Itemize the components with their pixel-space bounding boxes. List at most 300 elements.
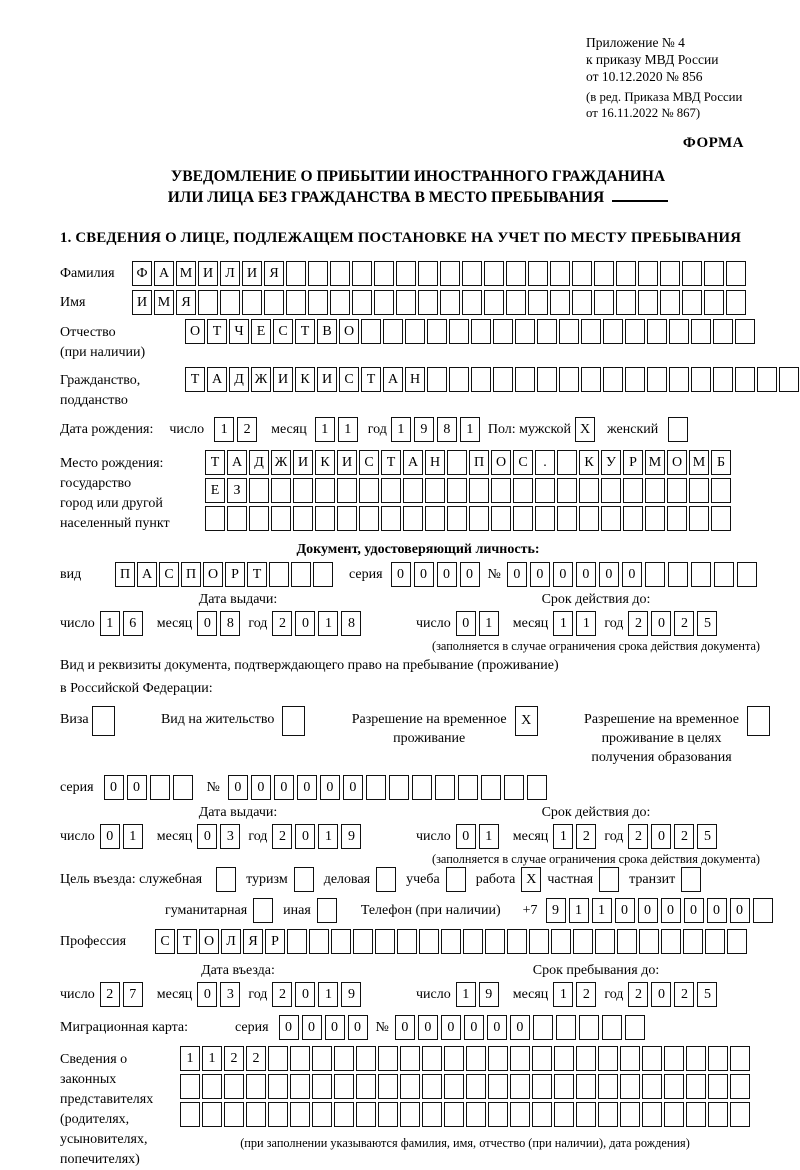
char-cell[interactable] xyxy=(271,506,291,531)
char-cell[interactable] xyxy=(334,1102,354,1127)
char-cell[interactable] xyxy=(779,367,799,392)
char-cell[interactable] xyxy=(400,1046,420,1071)
char-cell[interactable] xyxy=(689,478,709,503)
char-cell[interactable]: 0 xyxy=(576,562,596,587)
char-cell[interactable]: 0 xyxy=(441,1015,461,1040)
char-cell[interactable]: Л xyxy=(221,929,241,954)
char-cell[interactable]: 3 xyxy=(220,982,240,1007)
char-cell[interactable] xyxy=(374,261,394,286)
char-cell[interactable] xyxy=(224,1074,244,1099)
char-cell[interactable] xyxy=(352,261,372,286)
char-cell[interactable]: Е xyxy=(251,319,271,344)
char-cell[interactable] xyxy=(664,1074,684,1099)
char-cell[interactable]: 0 xyxy=(437,562,457,587)
char-cell[interactable] xyxy=(730,1046,750,1071)
char-cell[interactable]: 1 xyxy=(460,417,480,442)
char-cell[interactable] xyxy=(290,1046,310,1071)
char-cell[interactable]: И xyxy=(242,261,262,286)
char-cell[interactable] xyxy=(550,261,570,286)
purpose-tourism-checkbox[interactable] xyxy=(294,867,314,892)
char-cell[interactable]: 2 xyxy=(628,611,648,636)
residence-permit-checkbox[interactable] xyxy=(282,706,305,736)
char-cell[interactable] xyxy=(463,929,483,954)
char-cell[interactable] xyxy=(419,929,439,954)
char-cell[interactable] xyxy=(625,367,645,392)
purpose-other-checkbox[interactable] xyxy=(317,898,337,923)
char-cell[interactable] xyxy=(689,506,709,531)
char-cell[interactable] xyxy=(425,478,445,503)
char-cell[interactable] xyxy=(576,1074,596,1099)
char-cell[interactable] xyxy=(532,1102,552,1127)
char-cell[interactable] xyxy=(356,1046,376,1071)
char-cell[interactable] xyxy=(528,290,548,315)
char-cell[interactable]: 0 xyxy=(228,775,248,800)
char-cell[interactable] xyxy=(623,506,643,531)
char-cell[interactable] xyxy=(515,319,535,344)
char-cell[interactable] xyxy=(374,290,394,315)
char-cell[interactable] xyxy=(557,450,577,475)
char-cell[interactable]: У xyxy=(601,450,621,475)
char-cell[interactable] xyxy=(290,1074,310,1099)
char-cell[interactable]: 0 xyxy=(553,562,573,587)
char-cell[interactable] xyxy=(313,562,333,587)
char-cell[interactable]: 2 xyxy=(576,982,596,1007)
char-cell[interactable]: 1 xyxy=(315,417,335,442)
char-cell[interactable]: 8 xyxy=(437,417,457,442)
char-cell[interactable]: 1 xyxy=(202,1046,222,1071)
char-cell[interactable] xyxy=(559,367,579,392)
char-cell[interactable] xyxy=(504,775,524,800)
char-cell[interactable]: . xyxy=(535,450,555,475)
char-cell[interactable] xyxy=(645,478,665,503)
char-cell[interactable] xyxy=(691,319,711,344)
char-cell[interactable] xyxy=(308,290,328,315)
char-cell[interactable] xyxy=(337,506,357,531)
char-cell[interactable]: 1 xyxy=(123,824,143,849)
char-cell[interactable] xyxy=(660,290,680,315)
char-cell[interactable] xyxy=(312,1046,332,1071)
char-cell[interactable]: И xyxy=(273,367,293,392)
char-cell[interactable]: 2 xyxy=(246,1046,266,1071)
char-cell[interactable] xyxy=(441,929,461,954)
char-cell[interactable] xyxy=(173,775,193,800)
char-cell[interactable] xyxy=(449,319,469,344)
char-cell[interactable]: 0 xyxy=(460,562,480,587)
char-cell[interactable]: 5 xyxy=(697,824,717,849)
char-cell[interactable] xyxy=(440,290,460,315)
char-cell[interactable] xyxy=(180,1074,200,1099)
char-cell[interactable]: 0 xyxy=(638,898,658,923)
char-cell[interactable]: Т xyxy=(205,450,225,475)
char-cell[interactable]: М xyxy=(645,450,665,475)
char-cell[interactable] xyxy=(286,261,306,286)
char-cell[interactable] xyxy=(714,562,734,587)
char-cell[interactable]: 1 xyxy=(318,611,338,636)
char-cell[interactable] xyxy=(513,506,533,531)
char-cell[interactable] xyxy=(485,929,505,954)
char-cell[interactable]: Д xyxy=(249,450,269,475)
char-cell[interactable]: 1 xyxy=(479,824,499,849)
char-cell[interactable]: М xyxy=(689,450,709,475)
char-cell[interactable] xyxy=(488,1102,508,1127)
char-cell[interactable] xyxy=(532,1074,552,1099)
char-cell[interactable]: П xyxy=(181,562,201,587)
purpose-study-checkbox[interactable] xyxy=(446,867,466,892)
char-cell[interactable] xyxy=(711,506,731,531)
char-cell[interactable]: 1 xyxy=(318,982,338,1007)
char-cell[interactable] xyxy=(579,1015,599,1040)
char-cell[interactable]: 9 xyxy=(341,824,361,849)
char-cell[interactable]: 2 xyxy=(272,824,292,849)
char-cell[interactable] xyxy=(366,775,386,800)
char-cell[interactable] xyxy=(735,319,755,344)
char-cell[interactable]: 0 xyxy=(295,982,315,1007)
char-cell[interactable] xyxy=(396,261,416,286)
char-cell[interactable]: Я xyxy=(243,929,263,954)
char-cell[interactable]: И xyxy=(198,261,218,286)
char-cell[interactable] xyxy=(271,478,291,503)
char-cell[interactable] xyxy=(353,929,373,954)
char-cell[interactable] xyxy=(378,1102,398,1127)
char-cell[interactable] xyxy=(469,506,489,531)
char-cell[interactable]: О xyxy=(491,450,511,475)
char-cell[interactable] xyxy=(757,367,777,392)
char-cell[interactable]: 2 xyxy=(674,982,694,1007)
char-cell[interactable] xyxy=(471,319,491,344)
char-cell[interactable] xyxy=(488,1074,508,1099)
char-cell[interactable]: 0 xyxy=(707,898,727,923)
char-cell[interactable] xyxy=(312,1102,332,1127)
char-cell[interactable] xyxy=(667,478,687,503)
char-cell[interactable] xyxy=(708,1074,728,1099)
char-cell[interactable]: 9 xyxy=(546,898,566,923)
char-cell[interactable]: 0 xyxy=(530,562,550,587)
char-cell[interactable]: П xyxy=(115,562,135,587)
char-cell[interactable] xyxy=(527,775,547,800)
char-cell[interactable] xyxy=(286,290,306,315)
char-cell[interactable]: И xyxy=(317,367,337,392)
char-cell[interactable] xyxy=(418,261,438,286)
char-cell[interactable]: 0 xyxy=(391,562,411,587)
char-cell[interactable] xyxy=(412,775,432,800)
char-cell[interactable]: С xyxy=(273,319,293,344)
char-cell[interactable] xyxy=(224,1102,244,1127)
char-cell[interactable]: Л xyxy=(220,261,240,286)
char-cell[interactable] xyxy=(642,1074,662,1099)
char-cell[interactable]: 2 xyxy=(628,824,648,849)
char-cell[interactable] xyxy=(418,290,438,315)
char-cell[interactable] xyxy=(686,1074,706,1099)
char-cell[interactable] xyxy=(661,929,681,954)
char-cell[interactable] xyxy=(726,261,746,286)
char-cell[interactable]: Б xyxy=(711,450,731,475)
char-cell[interactable]: М xyxy=(154,290,174,315)
char-cell[interactable] xyxy=(506,290,526,315)
char-cell[interactable] xyxy=(287,929,307,954)
char-cell[interactable] xyxy=(427,319,447,344)
char-cell[interactable]: А xyxy=(137,562,157,587)
char-cell[interactable] xyxy=(427,367,447,392)
char-cell[interactable]: 0 xyxy=(414,562,434,587)
char-cell[interactable] xyxy=(293,506,313,531)
purpose-commercial-checkbox[interactable] xyxy=(376,867,396,892)
char-cell[interactable] xyxy=(422,1046,442,1071)
char-cell[interactable] xyxy=(396,290,416,315)
char-cell[interactable]: 1 xyxy=(553,611,573,636)
char-cell[interactable]: 2 xyxy=(628,982,648,1007)
char-cell[interactable]: 1 xyxy=(592,898,612,923)
char-cell[interactable]: 7 xyxy=(123,982,143,1007)
char-cell[interactable]: З xyxy=(227,478,247,503)
char-cell[interactable]: 0 xyxy=(622,562,642,587)
char-cell[interactable] xyxy=(598,1074,618,1099)
char-cell[interactable]: 0 xyxy=(295,611,315,636)
char-cell[interactable]: 0 xyxy=(395,1015,415,1040)
char-cell[interactable]: 2 xyxy=(224,1046,244,1071)
char-cell[interactable] xyxy=(537,367,557,392)
char-cell[interactable]: Т xyxy=(207,319,227,344)
edu-residence-permit-checkbox[interactable] xyxy=(747,706,770,736)
char-cell[interactable] xyxy=(704,290,724,315)
char-cell[interactable]: Т xyxy=(361,367,381,392)
char-cell[interactable]: 0 xyxy=(456,824,476,849)
char-cell[interactable] xyxy=(573,929,593,954)
char-cell[interactable] xyxy=(462,290,482,315)
char-cell[interactable]: Р xyxy=(623,450,643,475)
char-cell[interactable] xyxy=(708,1046,728,1071)
char-cell[interactable]: 0 xyxy=(100,824,120,849)
char-cell[interactable] xyxy=(466,1074,486,1099)
char-cell[interactable] xyxy=(603,319,623,344)
char-cell[interactable]: 2 xyxy=(576,824,596,849)
char-cell[interactable] xyxy=(507,929,527,954)
char-cell[interactable]: 0 xyxy=(274,775,294,800)
char-cell[interactable] xyxy=(378,1046,398,1071)
char-cell[interactable] xyxy=(559,319,579,344)
char-cell[interactable] xyxy=(381,506,401,531)
char-cell[interactable]: И xyxy=(293,450,313,475)
char-cell[interactable] xyxy=(532,1046,552,1071)
purpose-private-checkbox[interactable] xyxy=(599,867,619,892)
char-cell[interactable] xyxy=(375,929,395,954)
char-cell[interactable] xyxy=(389,775,409,800)
char-cell[interactable]: О xyxy=(667,450,687,475)
char-cell[interactable] xyxy=(493,319,513,344)
char-cell[interactable]: Т xyxy=(295,319,315,344)
char-cell[interactable] xyxy=(551,929,571,954)
char-cell[interactable]: Е xyxy=(205,478,225,503)
char-cell[interactable]: О xyxy=(185,319,205,344)
char-cell[interactable] xyxy=(726,290,746,315)
char-cell[interactable]: К xyxy=(315,450,335,475)
char-cell[interactable] xyxy=(572,261,592,286)
char-cell[interactable] xyxy=(598,1046,618,1071)
char-cell[interactable] xyxy=(683,929,703,954)
char-cell[interactable] xyxy=(554,1046,574,1071)
char-cell[interactable] xyxy=(576,1102,596,1127)
char-cell[interactable] xyxy=(444,1046,464,1071)
char-cell[interactable] xyxy=(269,562,289,587)
char-cell[interactable] xyxy=(510,1074,530,1099)
char-cell[interactable] xyxy=(491,506,511,531)
char-cell[interactable] xyxy=(515,367,535,392)
char-cell[interactable]: С xyxy=(513,450,533,475)
char-cell[interactable] xyxy=(356,1102,376,1127)
char-cell[interactable] xyxy=(405,319,425,344)
char-cell[interactable]: Р xyxy=(265,929,285,954)
char-cell[interactable]: 0 xyxy=(599,562,619,587)
char-cell[interactable]: 1 xyxy=(318,824,338,849)
char-cell[interactable]: 3 xyxy=(220,824,240,849)
char-cell[interactable]: 8 xyxy=(341,611,361,636)
char-cell[interactable]: 2 xyxy=(100,982,120,1007)
char-cell[interactable]: 6 xyxy=(123,611,143,636)
char-cell[interactable]: 1 xyxy=(553,982,573,1007)
char-cell[interactable] xyxy=(246,1102,266,1127)
char-cell[interactable] xyxy=(735,367,755,392)
char-cell[interactable] xyxy=(639,929,659,954)
char-cell[interactable] xyxy=(667,506,687,531)
char-cell[interactable] xyxy=(246,1074,266,1099)
char-cell[interactable] xyxy=(669,367,689,392)
char-cell[interactable] xyxy=(603,367,623,392)
char-cell[interactable] xyxy=(691,367,711,392)
char-cell[interactable] xyxy=(444,1102,464,1127)
char-cell[interactable]: 0 xyxy=(456,611,476,636)
char-cell[interactable] xyxy=(595,929,615,954)
char-cell[interactable] xyxy=(447,506,467,531)
char-cell[interactable] xyxy=(617,929,637,954)
char-cell[interactable] xyxy=(466,1046,486,1071)
char-cell[interactable] xyxy=(249,478,269,503)
char-cell[interactable]: О xyxy=(203,562,223,587)
char-cell[interactable]: 1 xyxy=(456,982,476,1007)
char-cell[interactable] xyxy=(601,478,621,503)
char-cell[interactable] xyxy=(556,1015,576,1040)
char-cell[interactable] xyxy=(352,290,372,315)
char-cell[interactable] xyxy=(594,290,614,315)
char-cell[interactable]: 1 xyxy=(553,824,573,849)
char-cell[interactable] xyxy=(312,1074,332,1099)
char-cell[interactable] xyxy=(557,478,577,503)
char-cell[interactable] xyxy=(645,506,665,531)
char-cell[interactable]: А xyxy=(383,367,403,392)
char-cell[interactable]: 0 xyxy=(251,775,271,800)
char-cell[interactable] xyxy=(493,367,513,392)
char-cell[interactable] xyxy=(708,1102,728,1127)
char-cell[interactable] xyxy=(533,1015,553,1040)
char-cell[interactable]: 0 xyxy=(730,898,750,923)
char-cell[interactable]: О xyxy=(199,929,219,954)
char-cell[interactable] xyxy=(334,1074,354,1099)
char-cell[interactable]: М xyxy=(176,261,196,286)
char-cell[interactable]: 0 xyxy=(661,898,681,923)
char-cell[interactable] xyxy=(202,1074,222,1099)
char-cell[interactable] xyxy=(268,1102,288,1127)
char-cell[interactable] xyxy=(623,478,643,503)
char-cell[interactable] xyxy=(510,1046,530,1071)
char-cell[interactable] xyxy=(359,478,379,503)
char-cell[interactable] xyxy=(506,261,526,286)
char-cell[interactable] xyxy=(535,506,555,531)
char-cell[interactable] xyxy=(668,562,688,587)
char-cell[interactable] xyxy=(713,367,733,392)
char-cell[interactable]: Н xyxy=(405,367,425,392)
char-cell[interactable] xyxy=(645,562,665,587)
char-cell[interactable] xyxy=(308,261,328,286)
char-cell[interactable] xyxy=(359,506,379,531)
char-cell[interactable]: Ж xyxy=(271,450,291,475)
char-cell[interactable]: 8 xyxy=(220,611,240,636)
char-cell[interactable] xyxy=(466,1102,486,1127)
char-cell[interactable]: Д xyxy=(229,367,249,392)
char-cell[interactable] xyxy=(616,261,636,286)
char-cell[interactable]: 0 xyxy=(464,1015,484,1040)
char-cell[interactable] xyxy=(383,319,403,344)
char-cell[interactable] xyxy=(242,290,262,315)
char-cell[interactable]: Т xyxy=(185,367,205,392)
char-cell[interactable]: П xyxy=(469,450,489,475)
char-cell[interactable] xyxy=(705,929,725,954)
char-cell[interactable] xyxy=(481,775,501,800)
char-cell[interactable]: К xyxy=(579,450,599,475)
char-cell[interactable]: 2 xyxy=(237,417,257,442)
char-cell[interactable] xyxy=(572,290,592,315)
char-cell[interactable]: 1 xyxy=(180,1046,200,1071)
char-cell[interactable] xyxy=(484,290,504,315)
char-cell[interactable]: Р xyxy=(225,562,245,587)
char-cell[interactable] xyxy=(249,506,269,531)
char-cell[interactable] xyxy=(620,1046,640,1071)
char-cell[interactable] xyxy=(529,929,549,954)
char-cell[interactable]: Т xyxy=(177,929,197,954)
char-cell[interactable] xyxy=(554,1102,574,1127)
char-cell[interactable]: Т xyxy=(247,562,267,587)
char-cell[interactable]: 0 xyxy=(487,1015,507,1040)
char-cell[interactable] xyxy=(397,929,417,954)
char-cell[interactable]: А xyxy=(207,367,227,392)
char-cell[interactable] xyxy=(554,1074,574,1099)
char-cell[interactable] xyxy=(686,1046,706,1071)
purpose-humanitarian-checkbox[interactable] xyxy=(253,898,273,923)
char-cell[interactable]: 2 xyxy=(272,611,292,636)
char-cell[interactable]: Т xyxy=(381,450,401,475)
char-cell[interactable]: Ф xyxy=(132,261,152,286)
char-cell[interactable] xyxy=(471,367,491,392)
char-cell[interactable] xyxy=(330,261,350,286)
char-cell[interactable] xyxy=(400,1102,420,1127)
char-cell[interactable]: 2 xyxy=(674,824,694,849)
char-cell[interactable]: А xyxy=(154,261,174,286)
char-cell[interactable] xyxy=(449,367,469,392)
char-cell[interactable] xyxy=(227,506,247,531)
char-cell[interactable]: 0 xyxy=(651,982,671,1007)
char-cell[interactable] xyxy=(528,261,548,286)
char-cell[interactable] xyxy=(620,1102,640,1127)
char-cell[interactable]: Я xyxy=(176,290,196,315)
char-cell[interactable]: Н xyxy=(425,450,445,475)
char-cell[interactable]: 0 xyxy=(295,824,315,849)
char-cell[interactable] xyxy=(462,261,482,286)
char-cell[interactable]: 0 xyxy=(297,775,317,800)
char-cell[interactable] xyxy=(642,1102,662,1127)
char-cell[interactable] xyxy=(440,261,460,286)
char-cell[interactable] xyxy=(713,319,733,344)
char-cell[interactable] xyxy=(625,1015,645,1040)
char-cell[interactable]: 0 xyxy=(197,982,217,1007)
char-cell[interactable] xyxy=(598,1102,618,1127)
char-cell[interactable] xyxy=(730,1074,750,1099)
